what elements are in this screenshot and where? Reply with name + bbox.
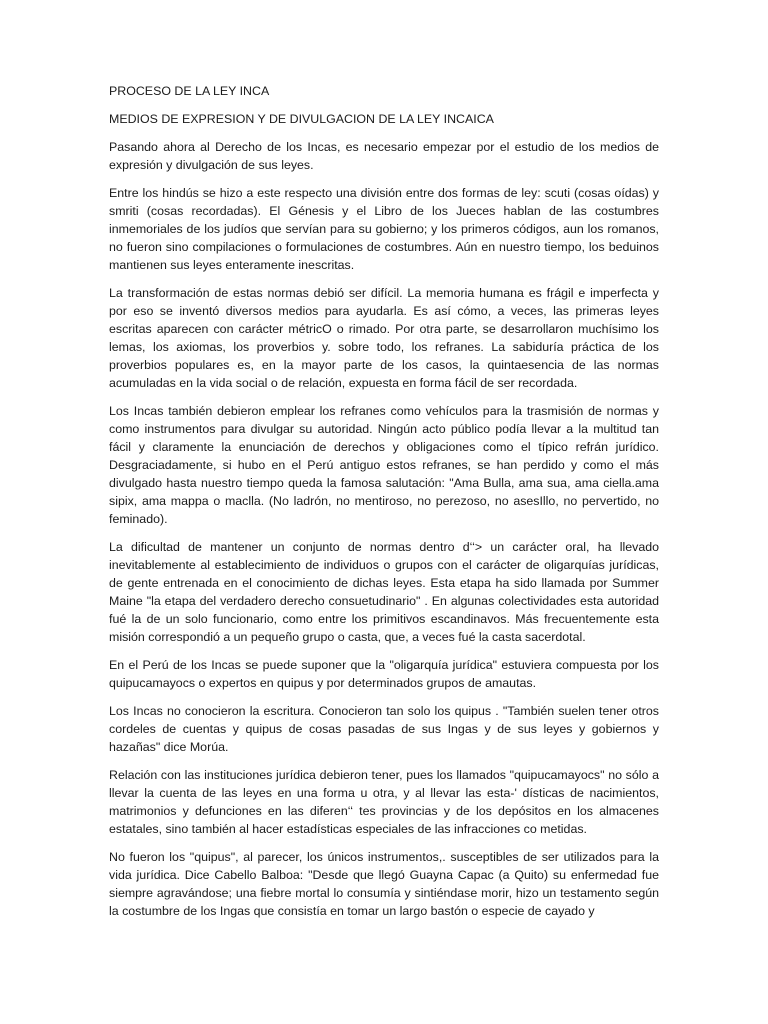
paragraph-3: La transformación de estas normas debió ser difícil. La memoria humana es frágil e imperfecta y por eso se inventó diversos medios para ayudarla. Es así cómo, a veces, las primeras leyes escritas aparecen con carácter métricO o rimado. Por otra parte, se desarrollaron muchísimo los lemas, los axiomas, los proverbios y. sobre todo, los refranes. La sabiduría práctica de los proverbios populares es, en la mayor parte de los casos, la quintaesencia de las normas acumuladas en la vida social o de relación, expuesta en forma fácil de ser recordada. [109,286,659,390]
paragraph-7: Los Incas no conocieron la escritura. Conocieron tan solo los quipus . "También suelen tener otros cordeles de cuentas y quipus de cosas pasadas de sus Ingas y de sus leyes y gobiernos y hazañas" dice Morúa. [109,704,659,754]
paragraph-4: Los Incas también debieron emplear los refranes como vehículos para la trasmisión de normas y como instrumentos para divulgar su autoridad. Ningún acto público podía llevar a la multitud tan fácil y claramente la enunciación de derechos y obligaciones como el típico refrán jurídico. Desgraciadamente, si hubo en el Perú antiguo estos refranes, se han perdido y como el más divulgado hasta nuestro tiempo queda la famosa salutación: "Ama Bulla, ama sua, ama ciella.ama sipix, ama mappa o maclla. (No ladrón, no mentiroso, no perezoso, no asesIllo, no pervertido, no feminado). [109,404,659,526]
document-body [109,82,659,930]
paragraph-6: En el Perú de los Incas se puede suponer que la "oligarquía jurídica" estuviera compuesta por los quipucamayocs o expertos en quipus y por determinados grupos de amautas. [109,658,659,690]
paragraph-5: La dificultad de mantener un conjunto de normas dentro d‘‘> un carácter oral, ha llevado inevitablemente al establecimiento de individuos o grupos con el carácter de oligarquías jurídicas, de gente entrenada en el conocimiento de dichas leyes. Esta etapa ha sido llamada por Summer Maine "la etapa del verdadero derecho consuetudinario" . En algunas colectividades esta autoridad fué la de un solo funcionario, como entre los primitivos escandinavos. Más frecuentemente esta misión correspondió a un pequeño grupo o casta, que, a veces fué la casta sacerdotal. [109,540,659,644]
paragraph-9: No fueron los "quipus", al parecer, los únicos instrumentos,. susceptibles de ser utilizados para la vida jurídica. Dice Cabello Balboa: "Desde que llegó Guayna Capac (a Quito) su enfermedad fue siempre agravándose; una fiebre mortal lo consumía y sintiéndase morir, hizo un testamento según la costumbre de los Ingas que consistía en tomar un largo bastón o especie de cayado y [109,850,659,918]
document-subtitle: MEDIOS DE EXPRESION Y DE DIVULGACION DE LA LEY INCAICA [109,112,494,126]
paragraph-8: Relación con las instituciones jurídica debieron tener, pues los llamados "quipucamayocs" no sólo a llevar la cuenta de las leyes en una forma u otra, y al llevar las esta-' dísticas de nacimientos, matrimonios y defunciones en las diferen‘‘ tes provincias y de los depósitos en los almacenes estatales, sino también al hacer estadísticas especiales de las infracciones co metidas. [109,768,659,836]
paragraph-2: Entre los hindús se hizo a este respecto una división entre dos formas de ley: scuti (cosas oídas) y smriti (cosas recordadas). El Génesis y el Libro de los Jueces hablan de las costumbres inmemoriales de los judíos que servían para su gobierno; y los primeros códigos, aun los romanos, no fueron sino compilaciones o formulaciones de costumbres. Aún en nuestro tiempo, los beduinos mantienen sus leyes enteramente inescritas. [109,186,659,272]
paragraph-1: Pasando ahora al Derecho de los Incas, es necesario empezar por el estudio de los medios de expresión y divulgación de sus leyes. [109,140,659,172]
document-title: PROCESO DE LA LEY INCA [109,84,270,98]
